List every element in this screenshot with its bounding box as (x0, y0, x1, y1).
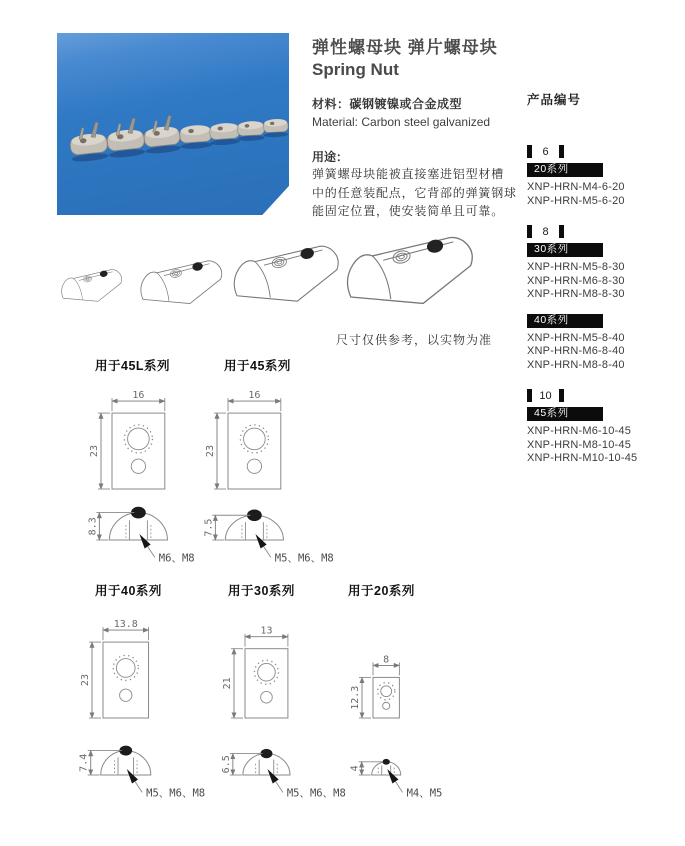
product-code: XNP-HRN-M8-8-40 (527, 358, 625, 371)
svg-text:8.3: 8.3 (87, 517, 99, 536)
drawing-title-30: 用于30系列 (228, 584, 295, 598)
series-label-40: 40系列 (527, 314, 603, 328)
svg-text:8: 8 (383, 654, 390, 666)
material-zh: 材料：碳钢镀镍或合金成型 (312, 97, 463, 111)
svg-text:23: 23 (80, 674, 91, 687)
header-block (312, 33, 552, 221)
product-code: XNP-HRN-M6-8-30 (527, 274, 625, 287)
usage-title: 用途： (312, 150, 349, 164)
svg-text:21: 21 (222, 677, 233, 690)
product-codes-column (527, 90, 677, 466)
drawing-title-45: 用于45系列 (224, 359, 291, 373)
svg-text:12.3: 12.3 (350, 685, 361, 710)
product-title-zh: 弹性螺母块 弹片螺母块 (312, 38, 498, 57)
svg-text:M4、M5: M4、M5 (406, 787, 443, 800)
product-code: XNP-HRN-M8-10-45 (527, 438, 632, 451)
material-en: Material: Carbon steel galvanized (312, 115, 491, 129)
product-photo (57, 33, 289, 215)
product-code: XNP-HRN-M5-6-20 (527, 194, 625, 207)
size-bar-right-icon (559, 389, 564, 402)
tech-drawings-row-40-30-20 (75, 615, 515, 830)
product-title-en: Spring Nut (312, 60, 399, 79)
product-code: XNP-HRN-M5-8-30 (527, 261, 625, 273)
product-code: XNP-HRN-M4-6-20 (527, 181, 625, 193)
series-label-45: 45系列 (527, 407, 603, 421)
size-header-6 (527, 145, 677, 158)
size-header-10 (527, 389, 677, 402)
svg-text:M5、M6、M8: M5、M6、M8 (274, 552, 334, 565)
dimension-note: 尺寸仅供参考，以实物为准 (336, 333, 493, 347)
usage-line-3: 能固定位置，使安装简单且可靠。 (312, 204, 505, 218)
svg-text:16: 16 (132, 390, 145, 402)
size-bar-right-icon (559, 225, 564, 238)
product-codes-heading: 产品编号 (527, 93, 582, 107)
svg-text:M5、M6、M8: M5、M6、M8 (286, 787, 346, 800)
drawing-title-45L: 用于45L系列 (95, 359, 171, 373)
size-number: 8 (542, 225, 549, 238)
isometric-nut-drawings (52, 226, 482, 334)
size-number: 6 (542, 145, 549, 158)
svg-text:13.8: 13.8 (113, 619, 138, 631)
series-label-30: 30系列 (527, 243, 603, 257)
product-code: XNP-HRN-M5-8-40 (527, 331, 625, 344)
size-header-8 (527, 225, 677, 238)
svg-text:7.4: 7.4 (78, 753, 90, 772)
size-bar-right-icon (559, 145, 564, 158)
svg-text:6.5: 6.5 (220, 755, 232, 774)
product-code: XNP-HRN-M10-10-45 (527, 452, 638, 464)
svg-text:13: 13 (260, 625, 273, 637)
svg-text:16: 16 (248, 390, 261, 402)
svg-text:23: 23 (89, 445, 100, 458)
drawing-title-20: 用于20系列 (348, 584, 415, 598)
svg-text:7.5: 7.5 (203, 518, 215, 537)
product-code: XNP-HRN-M8-8-30 (527, 288, 625, 300)
usage-line-1: 弹簧螺母块能被直接塞进铝型材槽 (312, 167, 505, 181)
size-number: 10 (539, 389, 552, 402)
product-code: XNP-HRN-M6-10-45 (527, 425, 632, 437)
svg-text:M6、M8: M6、M8 (158, 552, 195, 565)
svg-text:4: 4 (349, 765, 361, 772)
svg-text:M5、M6、M8: M5、M6、M8 (146, 787, 206, 800)
tech-drawings-row-45 (75, 385, 475, 590)
drawing-title-40: 用于40系列 (95, 584, 162, 598)
usage-line-2: 中的任意装配点，它背部的弹簧钢球 (312, 185, 517, 200)
product-code: XNP-HRN-M6-8-40 (527, 345, 625, 357)
svg-text:23: 23 (205, 445, 216, 458)
series-label-20: 20系列 (527, 163, 603, 177)
spring-nut-photo-illustration (57, 33, 289, 215)
